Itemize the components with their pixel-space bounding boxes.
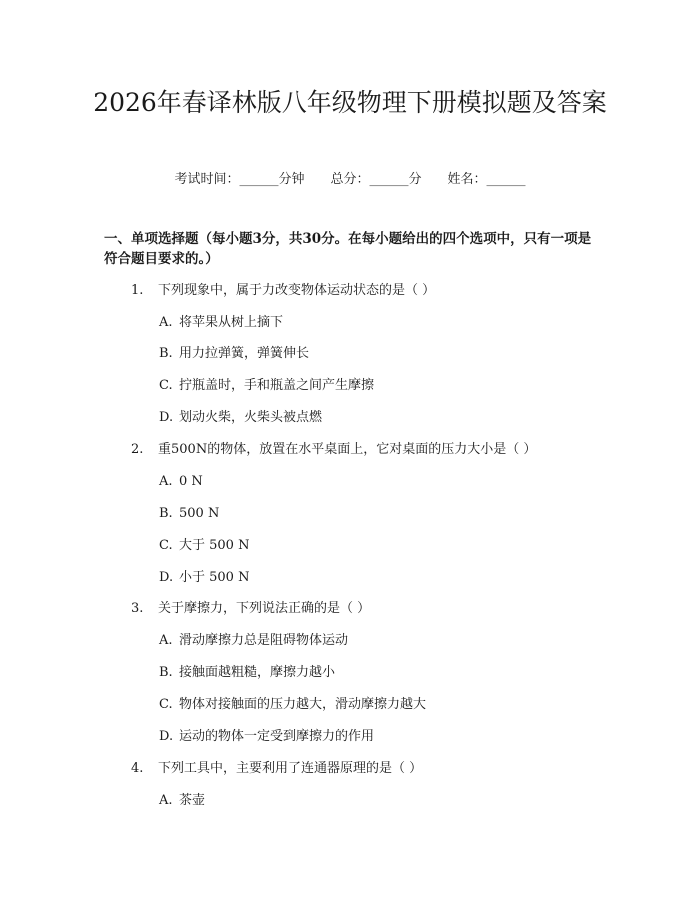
- option-label: B.: [159, 346, 173, 361]
- option-label: D.: [159, 570, 174, 585]
- question-2-option-b: [159, 505, 219, 523]
- question-number: 3.: [131, 601, 144, 616]
- question-3: [131, 600, 370, 618]
- option-text: 用力拉弹簧，弹簧伸长: [179, 346, 310, 361]
- exam-total-score: 总分：______分: [330, 172, 422, 187]
- option-text: 运动的物体一定受到摩擦力的作用: [179, 729, 375, 744]
- page-title: 2026年春译林版八年级物理下册模拟题及答案: [93, 88, 607, 117]
- question-3-option-b: [159, 664, 335, 682]
- exam-time: 考试时间：______分钟: [174, 172, 305, 187]
- question-2-option-c: [159, 537, 249, 555]
- question-text: 关于摩擦力，下列说法正确的是（ ）: [158, 601, 371, 616]
- question-3-option-c: [159, 696, 426, 714]
- option-label: B.: [159, 665, 173, 680]
- option-text: 将苹果从树上摘下: [179, 315, 284, 330]
- exam-info: [0, 168, 700, 187]
- student-name: 姓名：______: [447, 172, 526, 187]
- question-1: [131, 282, 435, 300]
- option-label: A.: [159, 633, 173, 648]
- option-label: A.: [159, 315, 173, 330]
- option-text: 拧瓶盖时，手和瓶盖之间产生摩擦: [179, 378, 375, 393]
- question-text: 下列工具中，主要利用了连通器原理的是（ ）: [158, 761, 423, 776]
- question-text: 下列现象中，属于力改变物体运动状态的是（ ）: [158, 283, 436, 298]
- option-text: 0 N: [179, 474, 203, 489]
- option-label: C.: [159, 378, 173, 393]
- option-text: 划动火柴，火柴头被点燃: [179, 410, 323, 425]
- question-1-option-d: [159, 409, 322, 427]
- option-label: C.: [159, 697, 173, 712]
- question-2-option-a: [159, 473, 203, 491]
- section-heading: 一、单项选择题（每小题3分，共30分。在每小题给出的四个选项中，只有一项是符合题目要求的。）: [104, 231, 592, 267]
- option-text: 大于 500 N: [179, 538, 250, 553]
- question-1-option-b: [159, 345, 309, 363]
- option-text: 小于 500 N: [179, 570, 250, 585]
- question-number: 4.: [131, 761, 144, 776]
- question-4: [131, 760, 422, 778]
- question-1-option-a: [159, 314, 283, 332]
- question-number: 2.: [131, 442, 144, 457]
- option-text: 茶壶: [179, 793, 206, 808]
- question-number: 1.: [131, 283, 144, 298]
- question-2: [131, 441, 536, 459]
- option-label: D.: [159, 729, 174, 744]
- question-1-option-c: [159, 377, 374, 395]
- option-label: A.: [159, 793, 173, 808]
- option-label: D.: [159, 410, 174, 425]
- option-text: 滑动摩擦力总是阻碍物体运动: [179, 633, 349, 648]
- option-text: 500 N: [179, 506, 220, 521]
- option-label: B.: [159, 506, 173, 521]
- option-text: 接触面越粗糙，摩擦力越小: [179, 665, 336, 680]
- question-text: 重500N的物体，放置在水平桌面上，它对桌面的压力大小是（ ）: [158, 442, 537, 457]
- question-3-option-d: [159, 728, 374, 746]
- question-4-option-a: [159, 792, 205, 810]
- question-2-option-d: [159, 569, 249, 587]
- option-text: 物体对接触面的压力越大，滑动摩擦力越大: [179, 697, 427, 712]
- question-3-option-a: [159, 632, 348, 650]
- option-label: A.: [159, 474, 173, 489]
- option-label: C.: [159, 538, 173, 553]
